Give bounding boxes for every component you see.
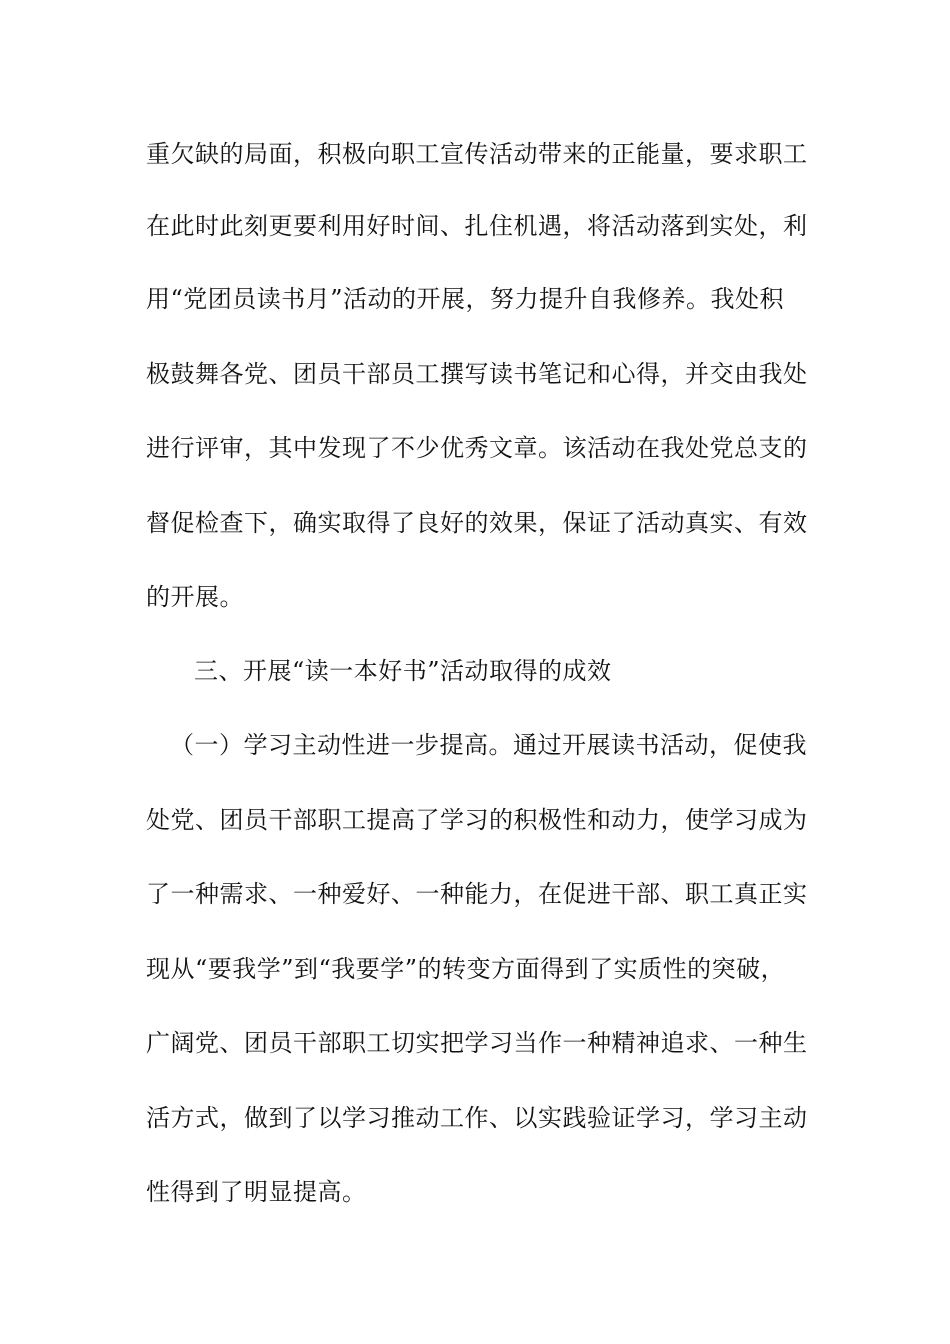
text-line: 活方式，做到了以学习推动工作、以实践验证学习，学习主动 <box>146 1104 808 1132</box>
section-heading: 三、开展“读一本好书”活动取得的成效 <box>194 657 612 685</box>
text-line: （一）学习主动性进一步提高。通过开展读书活动，促使我 <box>170 731 807 759</box>
text-line: 进行评审，其中发现了不少优秀文章。该活动在我处党总支的 <box>146 434 808 462</box>
text-line: 了一种需求、一种爱好、一种能力，在促进干部、职工真正实 <box>146 880 808 908</box>
text-line: 督促检查下，确实取得了良好的效果，保证了活动真实、有效 <box>146 509 808 537</box>
text-line: 性得到了明显提高。 <box>146 1178 367 1206</box>
text-line: 在此时此刻更要利用好时间、扎住机遇，将活动落到实处，利 <box>146 212 808 240</box>
text-line: 广阔党、团员干部职工切实把学习当作一种精神追求、一种生 <box>146 1029 808 1057</box>
text-line: 的开展。 <box>146 583 244 611</box>
text-line: 处党、团员干部职工提高了学习的积极性和动力，使学习成为 <box>146 806 808 834</box>
text-line: 用“党团员读书月”活动的开展，努力提升自我修养。我处积 <box>146 285 785 313</box>
text-line: 极鼓舞各党、团员干部员工撰写读书笔记和心得，并交由我处 <box>146 360 808 388</box>
text-line: 重欠缺的局面，积极向职工宣传活动带来的正能量，要求职工 <box>146 140 808 168</box>
text-line: 现从“要我学”到“我要学”的转变方面得到了实质性的突破， <box>146 955 786 983</box>
